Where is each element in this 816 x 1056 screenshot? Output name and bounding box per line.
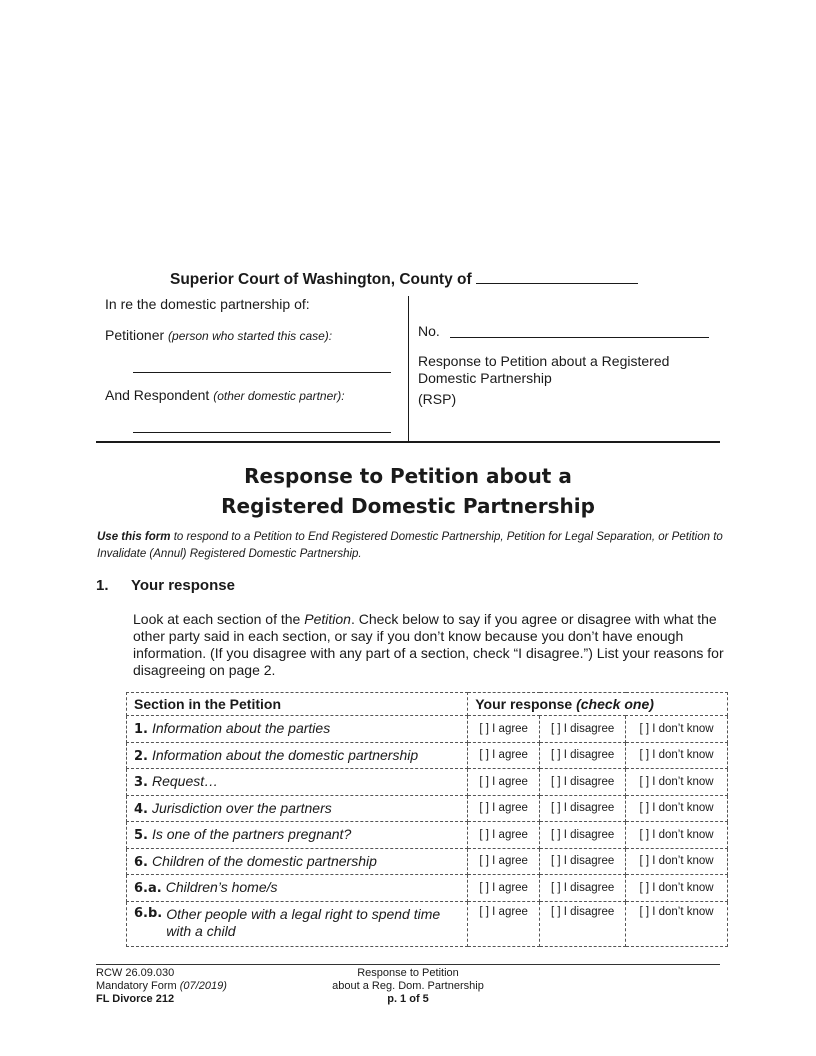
agree-label: [ ] I agree <box>479 855 528 868</box>
dont-know-label: [ ] I don’t know <box>639 722 714 735</box>
respondent-note: (other domestic partner): <box>213 389 345 403</box>
disagree-label: [ ] I disagree <box>550 722 615 735</box>
disagree-label: [ ] I disagree <box>550 881 615 894</box>
court-label: Superior Court of Washington, County of <box>170 271 472 288</box>
table-row <box>127 742 728 769</box>
disagree-label: [ ] I disagree <box>550 905 615 918</box>
row-number: 6.b. <box>134 905 163 921</box>
agree-checkbox[interactable] <box>468 716 540 743</box>
instructions-petition: Petition <box>304 611 351 627</box>
dont-know-checkbox[interactable] <box>626 822 728 849</box>
dont-know-checkbox[interactable] <box>626 875 728 902</box>
respondent-label: And Respondent <box>105 387 210 403</box>
county-field[interactable] <box>476 269 638 284</box>
disagree-checkbox[interactable] <box>540 769 626 796</box>
col-header-response <box>468 693 728 716</box>
respondent-name-field[interactable] <box>133 432 391 433</box>
table-row <box>127 901 728 946</box>
footer-mandatory-label: Mandatory Form <box>96 980 177 992</box>
petitioner-note: (person who started this case): <box>168 329 333 343</box>
disagree-label: [ ] I disagree <box>550 749 615 762</box>
dont-know-label: [ ] I don’t know <box>639 749 714 762</box>
dont-know-checkbox[interactable] <box>626 901 728 946</box>
dont-know-checkbox[interactable] <box>626 769 728 796</box>
dont-know-label: [ ] I don’t know <box>639 905 714 918</box>
footer-page: p. 1 of 5 <box>387 993 429 1005</box>
row-label: Request… <box>151 773 219 790</box>
intro-body: to respond to a Petition to End Registered Domestic Partnership, Petition for Legal Separation, or Petition to Invalidate (Annul) Registered Domestic Partnership. <box>97 531 723 560</box>
in-re-label: In re the domestic partnership of: <box>105 296 310 312</box>
agree-checkbox[interactable] <box>468 769 540 796</box>
footer-rcw: RCW 26.09.030 <box>96 967 175 979</box>
response-table <box>126 692 728 947</box>
agree-label: [ ] I agree <box>479 749 528 762</box>
footer-left <box>96 967 227 1006</box>
row-label: Other people with a legal right to spend time with a child <box>166 905 441 939</box>
disagree-checkbox[interactable] <box>540 822 626 849</box>
section-number: 1. <box>96 577 109 594</box>
dont-know-label: [ ] I don’t know <box>639 775 714 788</box>
section-cell <box>127 901 468 946</box>
agree-label: [ ] I agree <box>479 775 528 788</box>
row-number: 6.a. <box>134 881 162 897</box>
instructions-part-b: . Check below to say if you agree or disagree with what the other party said in each section, or say if you don’t know because you don’t have enough information. (If you disagree with any part of a section, check “I disagree.”) List your reasons for disagreeing on page 2. <box>133 611 724 678</box>
footer-form-id: FL Divorce 212 <box>96 993 175 1005</box>
petitioner-label-row <box>105 327 332 343</box>
section-title: Your response <box>131 577 235 594</box>
table-row <box>127 769 728 796</box>
section-cell <box>127 742 468 769</box>
doc-title-line2: Domestic Partnership <box>418 370 552 386</box>
respondent-label-row <box>105 387 345 403</box>
row-number: 6. <box>134 854 148 870</box>
footer-divider <box>96 964 720 965</box>
petitioner-label: Petitioner <box>105 327 165 343</box>
disagree-checkbox[interactable] <box>540 848 626 875</box>
case-number-field[interactable] <box>450 337 709 338</box>
row-number: 4. <box>134 801 148 817</box>
disagree-checkbox[interactable] <box>540 901 626 946</box>
agree-checkbox[interactable] <box>468 848 540 875</box>
dont-know-label: [ ] I don’t know <box>639 881 714 894</box>
court-heading <box>170 269 638 289</box>
intro-lead: Use this form <box>97 531 171 543</box>
disagree-label: [ ] I disagree <box>550 802 615 815</box>
agree-checkbox[interactable] <box>468 742 540 769</box>
agree-checkbox[interactable] <box>468 875 540 902</box>
agree-label: [ ] I agree <box>479 722 528 735</box>
col-header-section: Section in the Petition <box>127 693 468 716</box>
section-cell <box>127 716 468 743</box>
section-cell <box>127 848 468 875</box>
disagree-checkbox[interactable] <box>540 875 626 902</box>
table-row <box>127 822 728 849</box>
agree-checkbox[interactable] <box>468 795 540 822</box>
footer-center-line1: Response to Petition <box>357 967 459 979</box>
agree-label: [ ] I agree <box>479 881 528 894</box>
footer-center-line2: about a Reg. Dom. Partnership <box>332 980 484 992</box>
agree-checkbox[interactable] <box>468 901 540 946</box>
dont-know-checkbox[interactable] <box>626 848 728 875</box>
table-row <box>127 848 728 875</box>
table-row <box>127 716 728 743</box>
agree-label: [ ] I agree <box>479 828 528 841</box>
row-number: 1. <box>134 722 148 738</box>
dont-know-checkbox[interactable] <box>626 742 728 769</box>
table-row <box>127 795 728 822</box>
dont-know-checkbox[interactable] <box>626 716 728 743</box>
instructions-part-a: Look at each section of the <box>133 611 305 627</box>
dont-know-checkbox[interactable] <box>626 795 728 822</box>
row-label: Children of the domestic partnership <box>151 852 377 869</box>
section-cell <box>127 822 468 849</box>
col-header-response-label: Your response <box>475 696 573 712</box>
page-title-line2: Registered Domestic Partnership <box>221 494 595 518</box>
footer-mandatory <box>96 980 227 993</box>
dont-know-label: [ ] I don’t know <box>639 855 714 868</box>
dont-know-label: [ ] I don’t know <box>639 802 714 815</box>
disagree-label: [ ] I disagree <box>550 828 615 841</box>
row-number: 3. <box>134 775 148 791</box>
doc-code: (RSP) <box>418 391 457 407</box>
row-label: Information about the parties <box>151 720 331 737</box>
footer-mandatory-date: (07/2019) <box>179 980 227 992</box>
caption-divider-vertical <box>408 296 409 442</box>
col-header-response-note: (check one) <box>576 696 654 712</box>
doc-title-line1: Response to Petition about a Registered <box>418 353 670 369</box>
disagree-checkbox[interactable] <box>540 795 626 822</box>
table-row <box>127 875 728 902</box>
section-cell <box>127 875 468 902</box>
agree-label: [ ] I agree <box>479 905 528 918</box>
row-label: Children’s home/s <box>165 879 278 896</box>
row-number: 5. <box>134 828 148 844</box>
row-number: 2. <box>134 748 148 764</box>
dont-know-label: [ ] I don’t know <box>639 828 714 841</box>
row-label: Jurisdiction over the partners <box>151 799 332 816</box>
petitioner-name-field[interactable] <box>133 372 391 373</box>
row-label: Is one of the partners pregnant? <box>151 826 352 843</box>
section-instructions <box>133 611 733 679</box>
disagree-checkbox[interactable] <box>540 742 626 769</box>
agree-label: [ ] I agree <box>479 802 528 815</box>
row-label: Information about the domestic partnership <box>151 746 419 763</box>
agree-checkbox[interactable] <box>468 822 540 849</box>
disagree-label: [ ] I disagree <box>550 775 615 788</box>
footer-center <box>300 967 516 1006</box>
disagree-checkbox[interactable] <box>540 716 626 743</box>
page-title-line1: Response to Petition about a <box>244 464 572 488</box>
caption-divider-horizontal <box>96 441 720 443</box>
section-cell <box>127 769 468 796</box>
intro-text <box>97 529 737 563</box>
disagree-label: [ ] I disagree <box>550 855 615 868</box>
section-cell <box>127 795 468 822</box>
case-no-label: No. <box>418 323 440 339</box>
